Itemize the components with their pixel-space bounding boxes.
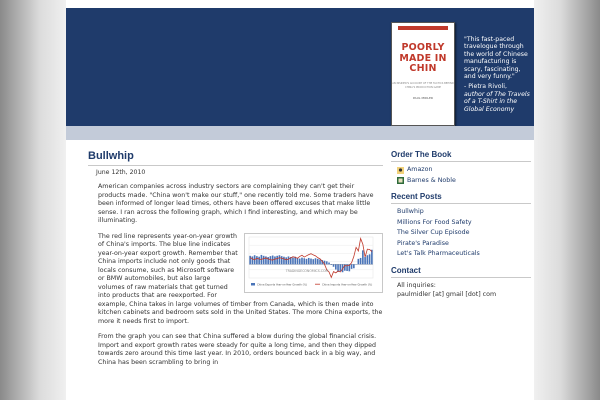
order-link-barnes-noble[interactable] [391, 176, 531, 187]
export-growth-bar [312, 259, 314, 264]
export-growth-bar [281, 256, 283, 264]
book-subtitle: AN INSIDER'S ACCOUNT OF THE TACTICS BEHIND CHINA'S PRODUCTION GAME [392, 81, 454, 89]
order-link-label: Amazon [407, 166, 433, 173]
legend-label-imports: China Imports Year-on-Year Growth (%) [322, 283, 373, 286]
recent-post-link[interactable]: Bullwhip [397, 208, 424, 215]
quote-attrib-book: The Travels of a T-Shirt in the Global Economy [464, 90, 530, 113]
post-date: June 12th, 2010 [96, 169, 146, 176]
export-growth-bar [351, 264, 353, 269]
export-growth-bar [353, 264, 355, 268]
export-growth-bar [258, 256, 260, 264]
recent-post-link[interactable]: Pirate's Paradise [397, 239, 449, 247]
book-title [392, 43, 454, 75]
contact-label: All inquiries: [397, 281, 436, 289]
export-growth-bar [335, 264, 337, 269]
contact-email: paulmidler [at] gmail [dot] com [397, 290, 497, 298]
sidebar [391, 150, 531, 305]
book-cover-band [398, 26, 448, 30]
export-growth-bar [249, 255, 251, 264]
export-growth-bar [364, 257, 366, 264]
export-growth-bar [371, 249, 373, 264]
export-growth-bar [256, 256, 258, 264]
site-header [66, 8, 534, 126]
book-cover-tagline [392, 32, 454, 35]
quote-attribution [464, 83, 532, 113]
export-growth-bar [330, 264, 332, 265]
page [66, 0, 534, 400]
export-growth-bar [292, 257, 294, 264]
export-growth-bar [319, 259, 321, 264]
chart-watermark: TRADINGECONOMICS.COM [285, 268, 329, 273]
contact-section [391, 266, 531, 299]
export-growth-bar [301, 257, 303, 264]
book-author: PAUL MIDLER [413, 95, 433, 100]
header-band [66, 126, 534, 140]
export-growth-bar [310, 258, 312, 264]
export-growth-bar [263, 255, 265, 264]
quote-attrib-author-of: author of [464, 90, 493, 98]
post-paragraph-2-wrap [98, 233, 383, 327]
recent-post-link[interactable]: The Silver Cup Episode [397, 229, 470, 236]
export-growth-bar [299, 258, 301, 264]
order-heading: Order The Book [391, 150, 531, 162]
barnes-noble-icon [397, 177, 404, 184]
growth-chart-svg [245, 234, 382, 292]
recent-posts-heading: Recent Posts [391, 192, 531, 204]
recent-posts-section [391, 192, 531, 260]
quote-attrib-name: - Pietra Rivoli, [464, 83, 507, 91]
book-title-line3: CHIN [409, 63, 437, 74]
export-growth-bar [303, 258, 305, 264]
export-growth-bar [315, 258, 317, 264]
amazon-icon [397, 167, 404, 174]
post-paragraph-1: American companies across industry sectors are complaining they can't get their products made. "China won't make our stuff," one recently told me. Some traders have been informed of longer lead times, others have been offered excuses that make little sense. I ran across the following graph, which I find interesting, and which may be illuminating. [98, 183, 374, 224]
contact-heading: Contact [391, 266, 531, 278]
export-growth-bar [297, 257, 299, 263]
export-growth-bar [283, 256, 285, 264]
growth-chart[interactable] [244, 233, 383, 293]
book-quote [464, 36, 532, 113]
book-cover[interactable] [391, 22, 455, 126]
export-growth-bar [252, 256, 254, 264]
export-growth-bar [285, 257, 287, 264]
order-section [391, 150, 531, 186]
order-link-label: Barnes & Noble [407, 176, 456, 184]
export-growth-bar [306, 258, 308, 263]
export-growth-bar [267, 257, 269, 264]
post-title[interactable]: Bullwhip [88, 150, 383, 166]
post-paragraph-2: The red line represents year-on-year growth of China's imports. The blue line indicates year-on-year export growth. Remember that China imports include not only goods that locals consume, such as Microsoft software or BMW automobiles, but also large volumes of raw materials that get turned into products that are reexported. For example, China takes in large volumes of timber from Canada, which is then made into kitchen cabinets and bedroom sets sold in the United States. The more China exports, the more it needs first to import. [98, 232, 383, 325]
recent-post-link[interactable]: Let's Talk Pharmaceuticals [397, 250, 480, 257]
legend-swatch-exports [251, 283, 255, 286]
recent-post-link[interactable]: Millions For Food Safety [397, 218, 472, 226]
export-growth-bar [369, 254, 371, 264]
export-growth-bar [288, 256, 290, 264]
export-growth-bar [360, 257, 362, 263]
export-growth-bar [326, 261, 328, 264]
export-growth-bar [339, 264, 341, 271]
export-growth-bar [276, 255, 278, 264]
legend-label-exports: China Exports Year-on-Year Growth (%) [257, 283, 308, 286]
export-growth-bar [362, 250, 364, 264]
export-growth-bar [274, 256, 276, 264]
export-growth-bar [358, 258, 360, 263]
export-growth-bar [308, 257, 310, 263]
export-growth-bar [367, 255, 369, 264]
quote-text: "This fast-paced travelogue through the world of Chinese manufacturing is scary, fascinating, and very funny." [464, 36, 528, 81]
book-title-line1: POORLY [401, 42, 445, 53]
order-link-amazon[interactable] [391, 165, 531, 176]
book-title-line2: MADE IN [399, 52, 447, 64]
main-content [88, 150, 383, 367]
export-growth-bar [333, 264, 335, 266]
export-growth-bar [328, 262, 330, 264]
post-paragraph-3: From the graph you can see that China suffered a blow during the global financial crisis. Import and export growth rates were steady for quite a long time, and then they dipped towards zero around this time last year. In 2010, orders bounced back in a big way, and China has been scrambling to bring in [98, 333, 377, 366]
export-growth-bar [317, 258, 319, 263]
export-growth-bar [279, 255, 281, 264]
